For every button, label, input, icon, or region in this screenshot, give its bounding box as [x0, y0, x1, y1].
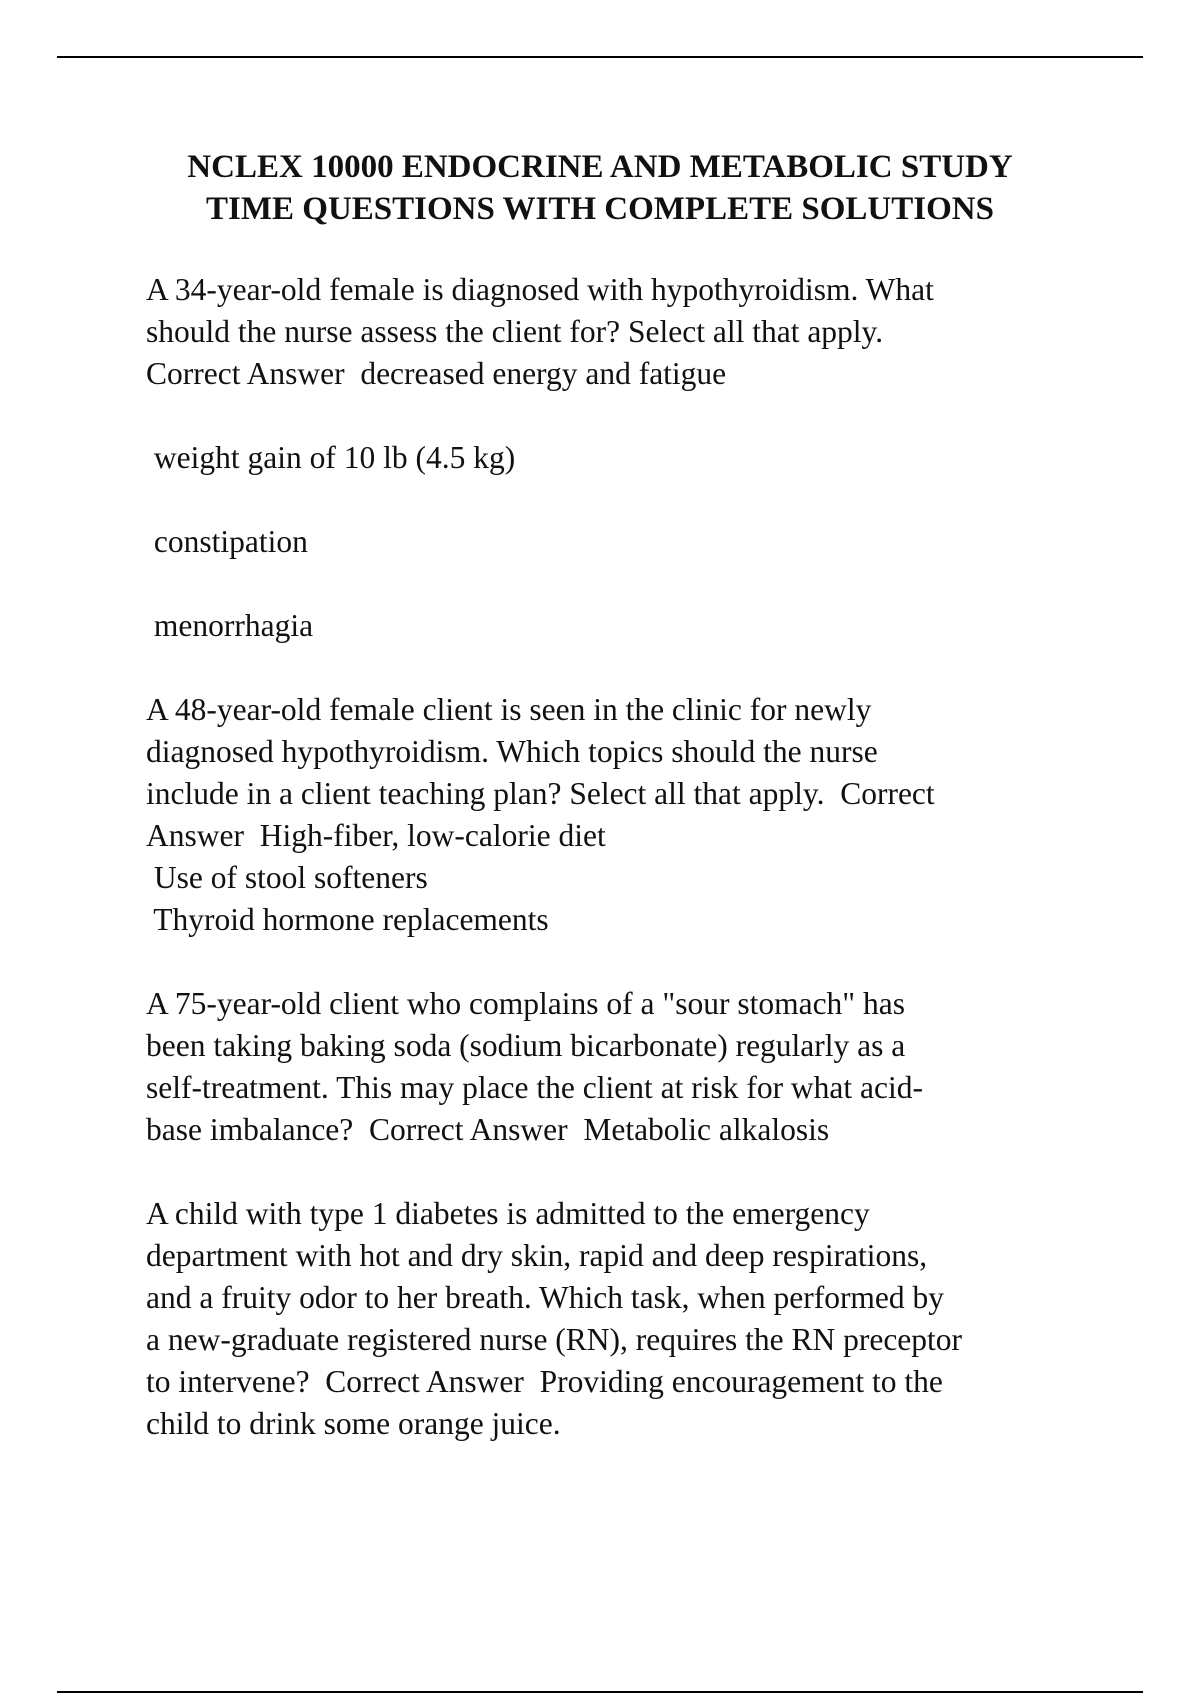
question-4-line-3: and a fruity odor to her breath. Which task, when performed by: [146, 1280, 945, 1315]
question-1-answer-4: menorrhagia: [146, 608, 314, 643]
question-block-1: [146, 269, 1106, 647]
question-2-answer-3: Thyroid hormone replacements: [146, 902, 549, 937]
question-2-line-1: A 48-year-old female client is seen in the clinic for newly: [146, 692, 872, 727]
question-2-line-3: include in a client teaching plan? Select all that apply. Correct: [146, 776, 935, 811]
question-4-answer-2: child to drink some orange juice.: [146, 1406, 561, 1441]
bottom-rule: [57, 1691, 1143, 1693]
question-3-answer: base imbalance? Correct Answer Metabolic alkalosis: [146, 1112, 830, 1147]
question-2-answer-2: Use of stool softeners: [146, 860, 428, 895]
question-4-line-4: a new-graduate registered nurse (RN), requires the RN preceptor: [146, 1322, 963, 1357]
title-line-1: NCLEX 10000 ENDOCRINE AND METABOLIC STUDY: [187, 149, 1013, 185]
question-block-2: [146, 689, 1106, 941]
title-line-2: TIME QUESTIONS WITH COMPLETE SOLUTIONS: [206, 191, 994, 227]
document-body: [146, 269, 1106, 1445]
question-1-answer-2: weight gain of 10 lb (4.5 kg): [146, 440, 516, 475]
question-1-line-2: should the nurse assess the client for? Select all that apply.: [146, 314, 884, 349]
top-rule: [57, 56, 1143, 58]
question-block-3: [146, 983, 1106, 1151]
question-1-answer: Correct Answer decreased energy and fatigue: [146, 356, 727, 391]
question-1-answer-3: constipation: [146, 524, 308, 559]
question-3-line-2: been taking baking soda (sodium bicarbonate) regularly as a: [146, 1028, 906, 1063]
question-4-line-1: A child with type 1 diabetes is admitted to the emergency: [146, 1196, 870, 1231]
question-2-answer: Answer High-fiber, low-calorie diet: [146, 818, 606, 853]
question-2-line-2: diagnosed hypothyroidism. Which topics should the nurse: [146, 734, 878, 769]
question-1-line-1: A 34-year-old female is diagnosed with hypothyroidism. What: [146, 272, 934, 307]
question-3-line-3: self-treatment. This may place the client at risk for what acid-: [146, 1070, 923, 1105]
question-4-answer: to intervene? Correct Answer Providing encouragement to the: [146, 1364, 943, 1399]
document-title: [130, 146, 1070, 230]
question-3-line-1: A 75-year-old client who complains of a "sour stomach" has: [146, 986, 906, 1021]
question-4-line-2: department with hot and dry skin, rapid and deep respirations,: [146, 1238, 928, 1273]
question-block-4: [146, 1193, 1106, 1445]
